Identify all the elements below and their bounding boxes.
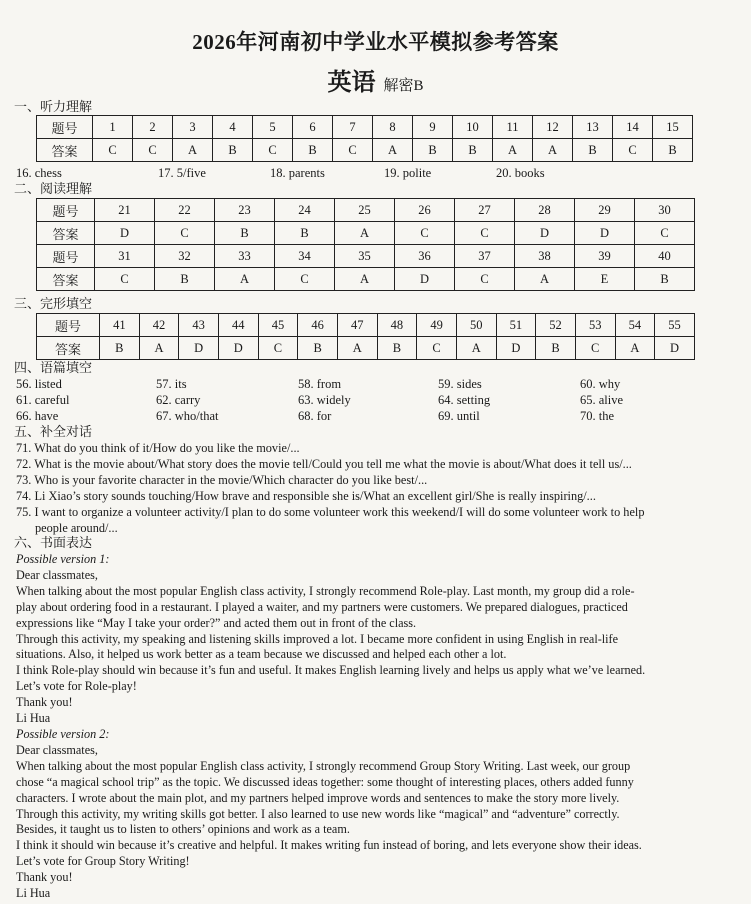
fill-answer: 62. carry — [156, 393, 201, 407]
answer-cell: C — [258, 337, 298, 360]
answer-cell: C — [417, 337, 457, 360]
subject-label: 英语 — [327, 70, 376, 96]
dialogue-line: 75. I want to organize a volunteer activity/I plan to do some volunteer work this weekend/I will do some volunteer work to help — [16, 504, 645, 519]
essay-line: chose “a magical school trip” as the topic. We discussed ideas together: some thought of interesting places, others added funny — [16, 774, 634, 789]
answer-cell: A — [615, 337, 655, 360]
dialogue-answers — [16, 441, 736, 536]
answer-row — [37, 222, 695, 245]
question-number: 5 — [253, 116, 293, 139]
fill-answer: 68. for — [298, 409, 332, 423]
fill-answer: 64. setting — [438, 393, 491, 407]
fill-answer: 67. who/that — [156, 409, 219, 423]
answer-cell: A — [515, 268, 575, 291]
question-number: 23 — [215, 199, 275, 222]
question-number: 33 — [215, 245, 275, 268]
fill-answer: 56. listed — [16, 377, 62, 391]
answer-cell: B — [155, 268, 215, 291]
section-heading-dialogue: 五、补全对话 — [14, 424, 93, 439]
question-number: 15 — [653, 116, 693, 139]
question-row — [37, 199, 695, 222]
reading-answer-table — [36, 198, 695, 291]
question-number: 52 — [536, 314, 576, 337]
fill-answer: 59. sides — [438, 377, 482, 391]
fill-answer: 16. chess — [16, 166, 62, 180]
question-number: 10 — [453, 116, 493, 139]
answer-cell: C — [155, 222, 215, 245]
answer-cell: C — [95, 268, 155, 291]
answer-cell: D — [515, 222, 575, 245]
question-row — [37, 245, 695, 268]
answer-row — [37, 139, 693, 162]
answer-cell: A — [335, 222, 395, 245]
essay-line: play about ordering food in a restaurant. I played a waiter, and my partners were customers. We prepared dialogues, practiced — [16, 599, 628, 614]
version-label: 解密B — [383, 78, 424, 94]
answer-cell: A — [335, 268, 395, 291]
question-number: 1 — [93, 116, 133, 139]
answer-cell: B — [293, 139, 333, 162]
question-number: 53 — [575, 314, 615, 337]
answer-cell: C — [455, 268, 515, 291]
fill-answer: 17. 5/five — [158, 166, 206, 180]
answer-cell: B — [573, 139, 613, 162]
question-number: 38 — [515, 245, 575, 268]
answer-label: 答案 — [37, 139, 93, 162]
answer-cell: A — [373, 139, 413, 162]
dialogue-line: 72. What is the movie about/What story does the movie tell/Could you tell me what the movie is about/What does it tell us/... — [16, 456, 632, 471]
question-label: 题号 — [37, 245, 95, 268]
fill-answer: 69. until — [438, 409, 480, 423]
question-number: 41 — [100, 314, 140, 337]
question-number: 21 — [95, 199, 155, 222]
fill-answer: 65. alive — [580, 393, 624, 407]
answer-cell: C — [455, 222, 515, 245]
question-number: 50 — [456, 314, 496, 337]
question-number: 54 — [615, 314, 655, 337]
fill-answer: 57. its — [156, 377, 187, 391]
question-number: 12 — [533, 116, 573, 139]
answer-cell: C — [275, 268, 335, 291]
question-number: 7 — [333, 116, 373, 139]
question-number: 42 — [139, 314, 179, 337]
answer-cell: D — [218, 337, 258, 360]
fill-answer: 20. books — [496, 166, 545, 180]
question-number: 6 — [293, 116, 333, 139]
writing-version-1 — [16, 552, 736, 902]
cloze-answer-table — [36, 313, 695, 360]
essay-line: I think Role-play should win because it’s fun and useful. It makes English learning lively and helps us apply what we’ve learned. — [16, 663, 646, 678]
essay-line: Besides, it taught us to listen to others’ opinions and work as a team. — [16, 822, 350, 837]
essay-line: Let’s vote for Group Story Writing! — [16, 854, 190, 869]
answer-cell: D — [655, 337, 695, 360]
answer-cell: B — [377, 337, 417, 360]
answer-cell: A — [173, 139, 213, 162]
question-number: 25 — [335, 199, 395, 222]
essay-line: Thank you! — [16, 870, 73, 885]
question-row — [37, 116, 693, 139]
version-label: Possible version 2: — [16, 726, 110, 741]
essay-line: expressions like “May I take your order?” and acted them out in front of the class. — [16, 615, 417, 630]
essay-line: Dear classmates, — [16, 567, 98, 582]
fill-answer: 18. parents — [270, 166, 325, 180]
version-label: Possible version 1: — [16, 552, 110, 566]
question-number: 29 — [575, 199, 635, 222]
listening-answer-table — [36, 115, 693, 162]
question-number: 26 — [395, 199, 455, 222]
question-number: 30 — [635, 199, 695, 222]
answer-cell: A — [493, 139, 533, 162]
dialogue-line: 73. Who is your favorite character in the movie/Which character do you like best/... — [16, 472, 428, 487]
answer-cell: C — [253, 139, 293, 162]
question-number: 4 — [213, 116, 253, 139]
answer-cell: A — [215, 268, 275, 291]
essay-line: When talking about the most popular English class activity, I strongly recommend Role-play. Last month, my group did a role- — [16, 583, 635, 598]
question-number: 49 — [417, 314, 457, 337]
section-heading-cloze: 三、完形填空 — [14, 296, 93, 311]
question-number: 35 — [335, 245, 395, 268]
answer-cell: B — [100, 337, 140, 360]
fill-answer: 58. from — [298, 377, 342, 391]
essay-line: I think it should win because it’s creative and helpful. It makes writing fun instead of boring, and lets everyone show their ideas. — [16, 838, 642, 853]
fill-answer: 70. the — [580, 409, 615, 423]
question-label: 题号 — [37, 314, 100, 337]
question-number: 45 — [258, 314, 298, 337]
answer-cell: A — [337, 337, 377, 360]
section-heading-text-fill: 四、语篇填空 — [14, 360, 93, 375]
answer-label: 答案 — [37, 337, 100, 360]
answer-cell: D — [95, 222, 155, 245]
answer-cell: C — [395, 222, 455, 245]
question-number: 22 — [155, 199, 215, 222]
question-number: 9 — [413, 116, 453, 139]
answer-cell: A — [456, 337, 496, 360]
section-heading-writing: 六、书面表达 — [14, 535, 93, 550]
answer-cell: B — [635, 268, 695, 291]
essay-line: Let’s vote for Role-play! — [16, 679, 137, 694]
answer-cell: B — [536, 337, 576, 360]
essay-line: Dear classmates, — [16, 742, 98, 757]
page-title: 2026年河南初中学业水平模拟参考答案 — [192, 30, 559, 54]
question-label: 题号 — [37, 116, 93, 139]
question-number: 47 — [337, 314, 377, 337]
answer-cell: B — [413, 139, 453, 162]
question-number: 55 — [655, 314, 695, 337]
essay-line: Thank you! — [16, 695, 73, 710]
answer-cell: B — [215, 222, 275, 245]
answer-cell: E — [575, 268, 635, 291]
answer-row — [37, 268, 695, 291]
section-heading-reading: 二、阅读理解 — [14, 181, 93, 196]
question-number: 31 — [95, 245, 155, 268]
answer-cell: C — [635, 222, 695, 245]
question-row — [37, 314, 695, 337]
essay-line: Through this activity, my writing skills got better. I also learned to use new words like “magical” and “adventure” correctly. — [16, 806, 620, 821]
answer-row — [37, 337, 695, 360]
question-number: 24 — [275, 199, 335, 222]
fill-answer: 61. careful — [16, 393, 70, 407]
fill-answer: 63. widely — [298, 393, 351, 407]
question-number: 46 — [298, 314, 338, 337]
answer-cell: A — [533, 139, 573, 162]
fill-answer: 60. why — [580, 377, 621, 391]
dialogue-line: people around/... — [35, 520, 118, 535]
question-number: 44 — [218, 314, 258, 337]
answer-cell: D — [179, 337, 219, 360]
answer-cell: A — [139, 337, 179, 360]
essay-line: Li Hua — [16, 711, 51, 726]
question-number: 40 — [635, 245, 695, 268]
answer-cell: C — [613, 139, 653, 162]
answer-cell: D — [575, 222, 635, 245]
question-number: 2 — [133, 116, 173, 139]
fill-answer: 66. have — [16, 409, 59, 423]
question-number: 48 — [377, 314, 417, 337]
fill-answer: 19. polite — [384, 166, 432, 180]
question-number: 13 — [573, 116, 613, 139]
answer-cell: D — [496, 337, 536, 360]
essay-line: characters. I wrote about the main plot, and my partners helped improve words and sentences to make the story more lively. — [16, 790, 620, 805]
dialogue-line: 71. What do you think of it/How do you like the movie/... — [16, 441, 300, 455]
question-number: 37 — [455, 245, 515, 268]
question-number: 28 — [515, 199, 575, 222]
answer-cell: B — [453, 139, 493, 162]
dialogue-line: 74. Li Xiao’s story sounds touching/How brave and responsible she is/What an excellent girl/She is really inspiring/... — [16, 488, 596, 503]
answer-label: 答案 — [37, 222, 95, 245]
question-number: 14 — [613, 116, 653, 139]
question-number: 39 — [575, 245, 635, 268]
answer-label: 答案 — [37, 268, 95, 291]
question-number: 34 — [275, 245, 335, 268]
section-heading-listening: 一、听力理解 — [14, 99, 93, 114]
answer-cell: D — [395, 268, 455, 291]
answer-cell: B — [298, 337, 338, 360]
question-number: 32 — [155, 245, 215, 268]
essay-line: Through this activity, my speaking and listening skills improved a lot. I became more confident in using English in real-life — [16, 631, 619, 646]
question-number: 43 — [179, 314, 219, 337]
question-number: 11 — [493, 116, 533, 139]
answer-cell: C — [133, 139, 173, 162]
question-label: 题号 — [37, 199, 95, 222]
page-subtitle — [0, 62, 751, 97]
answer-cell: C — [333, 139, 373, 162]
answer-cell: C — [575, 337, 615, 360]
question-number: 8 — [373, 116, 413, 139]
essay-line: situations. Also, it helped us work better as a team because we discussed and helped each other a lot. — [16, 647, 507, 662]
answer-cell: C — [93, 139, 133, 162]
essay-line: When talking about the most popular English class activity, I strongly recommend Group Story Writing. Last week, our group — [16, 758, 631, 773]
question-number: 3 — [173, 116, 213, 139]
answer-cell: B — [653, 139, 693, 162]
question-number: 36 — [395, 245, 455, 268]
answer-cell: B — [213, 139, 253, 162]
question-number: 27 — [455, 199, 515, 222]
essay-line: Li Hua — [16, 886, 51, 901]
answer-cell: B — [275, 222, 335, 245]
question-number: 51 — [496, 314, 536, 337]
